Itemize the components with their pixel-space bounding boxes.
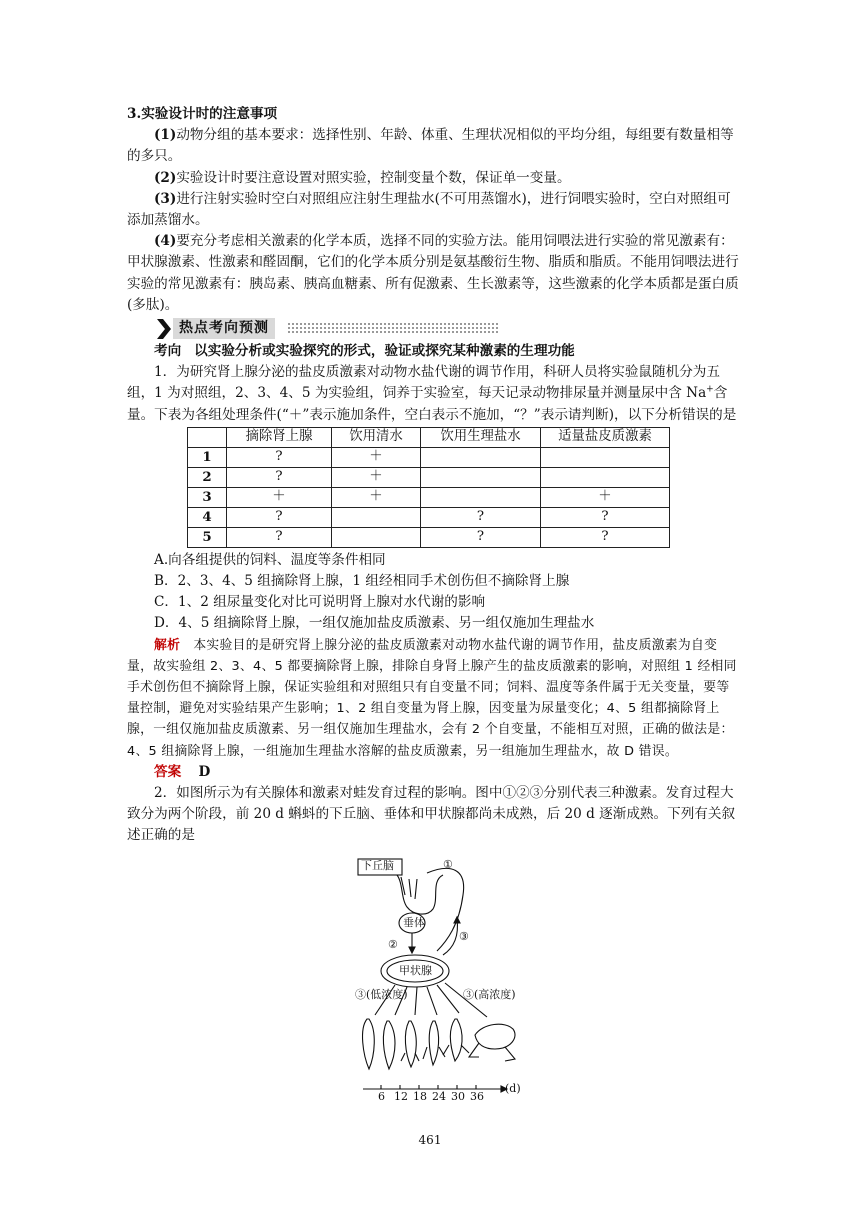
frog-development-diagram (355, 855, 525, 1101)
chevron-right-icon (157, 319, 171, 339)
tick-label: 6 (378, 1089, 385, 1103)
dotted-rule (287, 322, 499, 334)
tick-label: 30 (451, 1089, 465, 1103)
option-c: C．1、2 组尿量变化对比可说明肾上腺对水代谢的影响 (154, 594, 486, 611)
note-item-1: (1)动物分组的基本要求：选择性别、年龄、体重、生理状况相似的平均分组，每组要有数量相等的多只。 (127, 127, 734, 165)
high-concentration-label: ③(高浓度) (463, 987, 516, 1001)
hormone-2-label: ② (388, 937, 398, 951)
table-header-row: 摘除肾上腺 饮用清水 饮用生理盐水 适量盐皮质激素 (188, 427, 670, 447)
hormone-3-label: ③ (459, 929, 469, 943)
analysis-label: 解析 (154, 637, 181, 653)
day-unit-label: (d) (505, 1081, 521, 1095)
question-2-stem: 2．如图所示为有关腺体和激素对蛙发育过程的影响。图中①②③分别代表三种激素。发育过程大致分为两个阶段，前 20 d 蝌蚪的下丘脑、垂体和甲状腺都尚未成熟，后 20 d 逐渐成熟。下列有关叙述正确的是 (127, 785, 736, 844)
banner-label: 热点考向预测 (173, 318, 275, 339)
section-banner (127, 318, 739, 340)
table-row: 1 ? ＋ (188, 447, 670, 467)
answer-label: 答案 (154, 763, 182, 780)
note-item-3: (3)进行注射实验时空白对照组应注射生理盐水(不可用蒸馏水)，进行饲喂实验时，空白对照组可添加蒸馏水。 (127, 190, 731, 229)
kaoxiang-line: 考向 以实验分析或实验探究的形式，验证或探究某种激素的生理功能 (154, 343, 575, 360)
tick-label: 12 (394, 1089, 408, 1103)
brain-outline (397, 875, 443, 914)
page-number: 461 (418, 1133, 442, 1147)
treatment-table (187, 427, 670, 548)
note-item-4: (4)要充分考虑相关激素的化学本质，选择不同的实验方法。能用饲喂法进行实验的常见激素有：甲状腺激素、性激素和醛固酮，它们的化学本质分别是氨基酸衍生物、脂质和脂质。不能用饲喂法进行实验的常见激素有：胰岛素、胰高血糖素、所有促激素、生长激素等，这些激素的化学本质都是蛋白质(多肽)。 (127, 233, 739, 313)
analysis-paragraph: 解析 本实验目的是研究肾上腺分泌的盐皮质激素对动物水盐代谢的调节作用，盐皮质激素为自变量，故实验组 2、3、4、5 都要摘除肾上腺，排除自身肾上腺产生的盐皮质激素的影响，对照组 1 经相同手术创伤但不摘除肾上腺，保证实验组和对照组只有自变量不同；饲料、温度等条件属于无关变量，要等量控制，避免对实验结果产生影响；1、2 组自变量为肾上腺，因变量为尿量变化；4、5 组都摘除肾上腺，一组仅施加盐皮质激素、另一组仅施加生理盐水，会有 2 个自变量，不能相互对照，正确的做法是：4、5 组摘除肾上腺，一组施加生理盐水溶解的盐皮质激素，另一组施加生理盐水，故 D 错误。 (127, 637, 737, 759)
hypothalamus-label: 下丘脑 (361, 858, 394, 872)
table-row: 3 ＋ ＋ ＋ (188, 487, 670, 507)
note-item-2: (2)实验设计时要注意设置对照实验，控制变量个数，保证单一变量。 (154, 169, 571, 186)
low-concentration-label: ③(低浓度) (355, 987, 408, 1001)
table-row: 5 ? ? ? (188, 527, 670, 547)
tick-label: 24 (432, 1089, 446, 1103)
diagram-drawing (355, 855, 525, 1101)
option-a: A.向各组提供的饲料、温度等条件相同 (154, 551, 386, 568)
pituitary-label: 垂体 (403, 915, 425, 929)
hormone-1-label: ① (443, 857, 453, 871)
page-content (127, 104, 739, 1101)
answer-line: 答案 D (154, 763, 211, 780)
table-row: 2 ? ＋ (188, 467, 670, 487)
tick-label: 18 (413, 1089, 427, 1103)
tick-label: 36 (470, 1089, 484, 1103)
option-b: B．2、3、4、5 组摘除肾上腺，1 组经相同手术创伤但不摘除肾上腺 (154, 573, 570, 590)
question-1-stem: 1．为研究肾上腺分泌的盐皮质激素对动物水盐代谢的调节作用，科研人员将实验鼠随机分为五组，1 为对照组，2、3、4、5 为实验组，饲养于实验室，每天记录动物排尿量并测量尿中含 Na+含量。下表为各组处理条件(“＋”表示施加条件，空白表示不施加，“？”表示请判断)，以下分析错误的是 (127, 364, 737, 423)
thyroid-label: 甲状腺 (399, 963, 432, 977)
option-d: D．4、5 组摘除肾上腺，一组仅施加盐皮质激素、另一组仅施加生理盐水 (154, 615, 595, 632)
section-title: 3.实验设计时的注意事项 (127, 106, 278, 122)
table-row: 4 ? ? ? (188, 507, 670, 527)
